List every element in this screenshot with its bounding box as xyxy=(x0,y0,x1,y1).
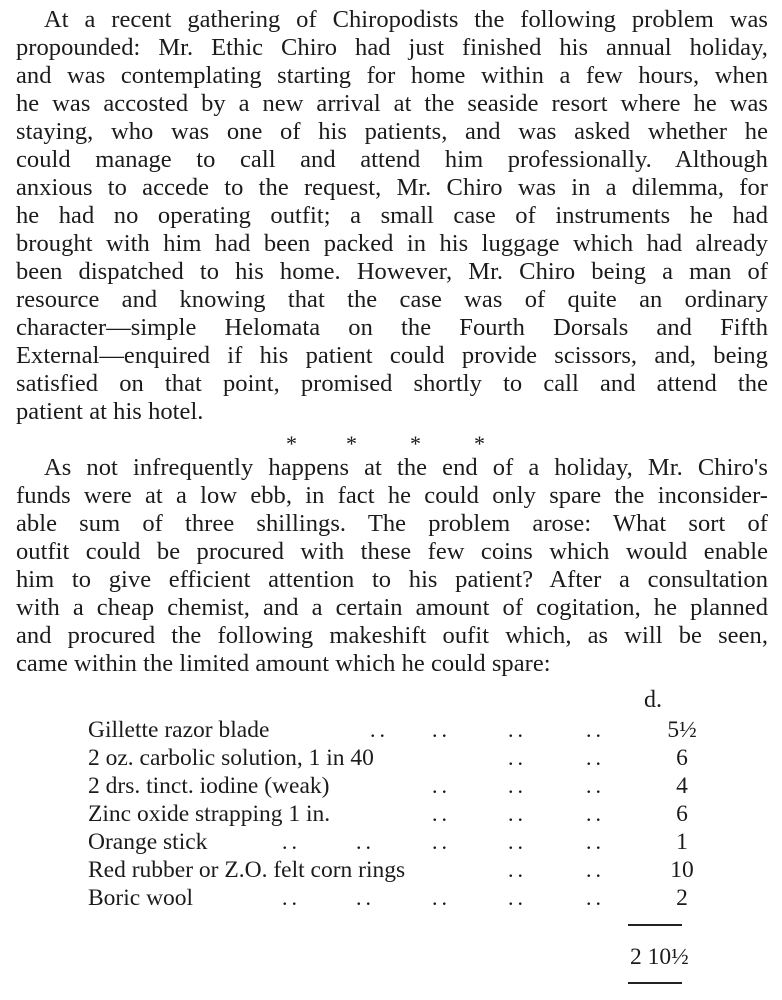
paragraph-1 xyxy=(16,6,768,426)
text-line: External—enquired if his patient could provide scissors, and, being xyxy=(16,342,768,369)
dot-leader: .. xyxy=(356,885,375,910)
item-label: 2 oz. carbolic solution, 1 in 40 xyxy=(88,745,374,771)
text-line: him to give efficient attention to his patient? After a consultation xyxy=(16,566,768,593)
dot-leader: .. xyxy=(282,885,301,910)
dot-leaders xyxy=(88,800,708,828)
item-label: Orange stick xyxy=(88,829,208,855)
table-row xyxy=(88,828,708,856)
item-label: Boric wool xyxy=(88,885,194,911)
dot-leader: .. xyxy=(508,745,527,770)
dot-leader: .. xyxy=(432,801,451,826)
text-line: he had no operating outfit; a small case of instruments he had xyxy=(16,202,768,229)
dot-leaders xyxy=(88,884,708,912)
item-amount: 10 xyxy=(670,857,694,883)
dot-leader: .. xyxy=(432,885,451,910)
asterisk: * xyxy=(286,431,297,456)
item-label: Red rubber or Z.O. felt corn rings xyxy=(88,857,406,883)
item-amount: 1 xyxy=(676,829,688,855)
item-amount: 2 xyxy=(676,885,688,911)
text-line: outfit could be procured with these few coins which would enable xyxy=(16,538,768,565)
item-amount: 5½ xyxy=(667,717,697,743)
item-label: Gillette razor blade xyxy=(88,717,270,743)
text-line: he was accosted by a new arrival at the seaside resort where he was xyxy=(16,90,768,117)
text-line: As not infrequently happens at the end of a holiday, Mr. Chiro's xyxy=(44,454,768,481)
total-amount: 2 10½ xyxy=(630,944,689,970)
asterisk: * xyxy=(474,431,485,456)
text-line: able sum of three shillings. The problem arose: What sort of xyxy=(16,510,768,537)
text-line: and was contemplating starting for home within a few hours, when xyxy=(16,62,768,89)
text-line: and procured the following makeshift oufit which, as will be seen, xyxy=(16,622,768,649)
dot-leader: .. xyxy=(508,857,527,882)
dot-leaders xyxy=(88,716,708,744)
dot-leader: .. xyxy=(508,717,527,742)
table-row xyxy=(88,856,708,884)
item-amount: 6 xyxy=(676,801,688,827)
table-row xyxy=(88,744,708,772)
text-line: brought with him had been packed in his luggage which had already xyxy=(16,230,768,257)
dot-leader: .. xyxy=(432,717,451,742)
dot-leader: .. xyxy=(370,717,389,742)
dot-leader: .. xyxy=(586,885,605,910)
item-label: 2 drs. tinct. iodine (weak) xyxy=(88,773,330,799)
sum-rule xyxy=(628,924,682,926)
dot-leaders xyxy=(88,828,708,856)
dot-leader: .. xyxy=(586,773,605,798)
asterisk: * xyxy=(410,431,421,456)
text-line: resource and knowing that the case was of quite an ordinary xyxy=(16,286,768,313)
dot-leader: .. xyxy=(586,801,605,826)
item-amount: 4 xyxy=(676,773,688,799)
dot-leader: .. xyxy=(432,829,451,854)
dot-leader: .. xyxy=(586,829,605,854)
text-line: funds were at a low ebb, in fact he could only spare the inconsider- xyxy=(16,482,768,509)
dot-leader: .. xyxy=(508,801,527,826)
dot-leader: .. xyxy=(586,745,605,770)
text-line: came within the limited amount which he could spare: xyxy=(16,650,551,677)
dot-leader: .. xyxy=(508,885,527,910)
total-rule xyxy=(628,982,682,984)
dot-leader: .. xyxy=(586,857,605,882)
text-line: could manage to call and attend him professionally. Although xyxy=(16,146,768,173)
paragraph-2 xyxy=(16,454,768,678)
table-row xyxy=(88,884,708,912)
text-line: anxious to accede to the request, Mr. Chiro was in a dilemma, for xyxy=(16,174,768,201)
item-amount: 6 xyxy=(676,745,688,771)
text-line: staying, who was one of his patients, and was asked whether he xyxy=(16,118,768,145)
table-row xyxy=(88,772,708,800)
text-line: At a recent gathering of Chiropodists the following problem was xyxy=(44,6,768,33)
table-row xyxy=(88,716,708,744)
text-line: been dispatched to his home. However, Mr. Chiro being a man of xyxy=(16,258,768,285)
table-row xyxy=(88,800,708,828)
dot-leaders xyxy=(88,772,708,800)
text-line: character—simple Helomata on the Fourth Dorsals and Fifth xyxy=(16,314,768,341)
dot-leader: .. xyxy=(356,829,375,854)
dot-leaders xyxy=(88,856,708,884)
text-line: satisfied on that point, promised shortly to call and attend the xyxy=(16,370,768,397)
text-line: propounded: Mr. Ethic Chiro had just finished his annual holiday, xyxy=(16,34,768,61)
asterisk: * xyxy=(346,431,357,456)
pence-column-header: d. xyxy=(644,687,662,713)
text-line: patient at his hotel. xyxy=(16,398,204,425)
document-page xyxy=(16,6,768,678)
dot-leader: .. xyxy=(508,773,527,798)
dot-leader: .. xyxy=(282,829,301,854)
dot-leader: .. xyxy=(586,717,605,742)
dot-leader: .. xyxy=(432,773,451,798)
section-separator xyxy=(16,426,768,454)
text-line: with a cheap chemist, and a certain amount of cogitation, he planned xyxy=(16,594,768,621)
dot-leaders xyxy=(88,744,708,772)
item-label: Zinc oxide strapping 1 in. xyxy=(88,801,331,827)
dot-leader: .. xyxy=(508,829,527,854)
